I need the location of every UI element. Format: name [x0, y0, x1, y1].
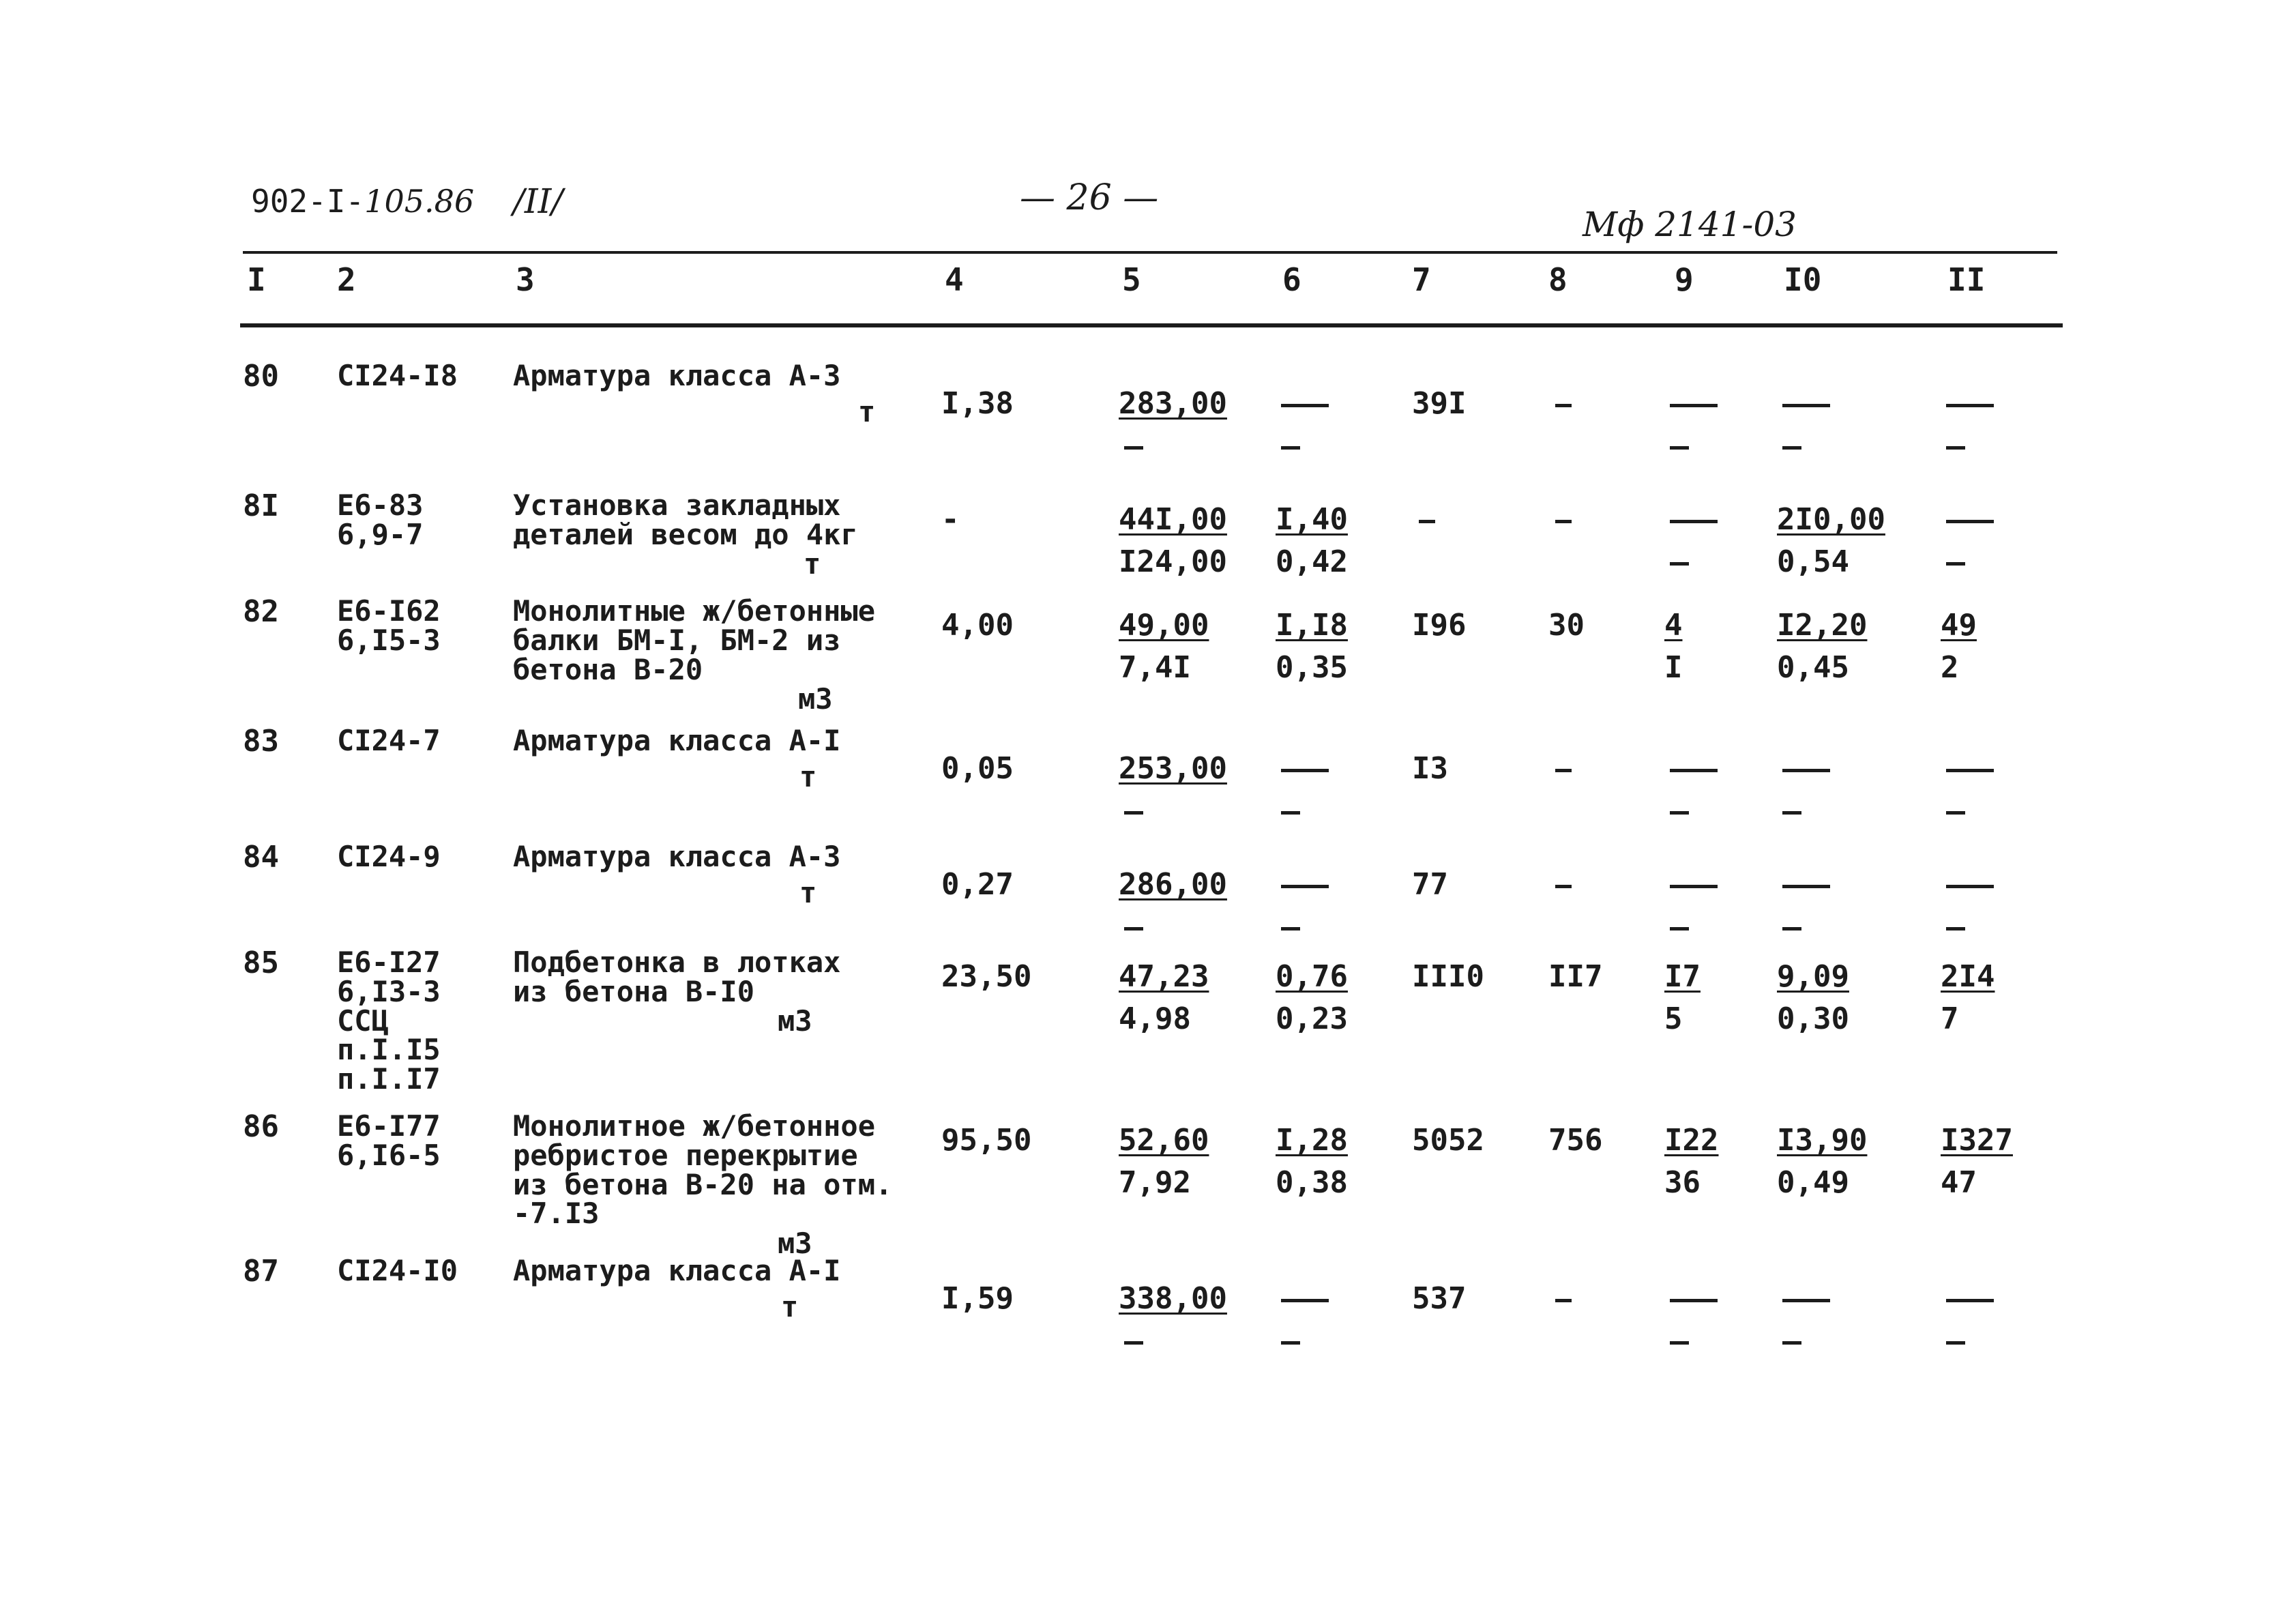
wage-cost-sub-value: 0,42	[1276, 544, 1348, 579]
machine-total-dash	[1946, 520, 1994, 523]
row-number: 83	[243, 724, 279, 759]
unit-cost-value: 52,60	[1119, 1123, 1209, 1158]
norm-code: Е6-I77 6,I6-5	[337, 1109, 441, 1172]
unit-of-measure: т	[799, 876, 817, 909]
wage-cost-value: I,I8	[1276, 608, 1348, 643]
work-name: Монолитное ж/бетонное ребристое перекрытие из бетона В-20 на отм. -7.I3	[513, 1109, 893, 1231]
total-wage-dash	[1670, 520, 1718, 523]
unit-of-measure: т	[799, 760, 817, 793]
total-wage-sub-value: I	[1664, 650, 1683, 685]
total-wage-dash	[1670, 1299, 1718, 1302]
machine-cost-sub-dash	[1782, 446, 1801, 450]
row-number: 85	[243, 946, 279, 980]
machine-cost-sub-dash	[1782, 927, 1801, 930]
unit-cost-sub-value: 4,98	[1119, 1001, 1191, 1036]
machine-total-sub-value: 7	[1941, 1001, 1959, 1036]
work-name: Установка закладных деталей весом до 4кг	[513, 488, 858, 551]
total-wage-sub-dash	[1670, 446, 1689, 450]
machine-total-sub-value: 2	[1941, 650, 1959, 685]
row-number: 84	[243, 840, 279, 875]
unit-cost-sub-dash	[1124, 1341, 1143, 1345]
machine-cost-value: I2,20	[1777, 608, 1868, 643]
machine-total-value: 2I4	[1941, 959, 1995, 994]
machine-total-value: 49	[1941, 608, 1977, 643]
total-wages-value: 30	[1548, 608, 1585, 643]
unit-cost-sub-dash	[1124, 446, 1143, 450]
document-code-handwritten: 105.86	[364, 183, 475, 220]
column-number: 8	[1548, 261, 1568, 298]
row-number: 80	[243, 359, 279, 394]
column-number: 3	[516, 261, 535, 298]
quantity: 23,50	[941, 959, 1032, 994]
wage-cost-sub-value: 0,23	[1276, 1001, 1348, 1036]
machine-cost-dash	[1782, 1299, 1830, 1302]
total-wage-dash	[1670, 885, 1718, 888]
wage-cost-dash	[1281, 769, 1329, 772]
machine-cost-dash	[1782, 769, 1830, 772]
unit-cost-value: 338,00	[1119, 1281, 1227, 1316]
archive-code: Мф 2141-03	[1583, 205, 1797, 244]
column-number: 2	[337, 261, 356, 298]
machine-total-dash	[1946, 769, 1994, 772]
total-wage-sub-dash	[1670, 927, 1689, 930]
wage-cost-sub-dash	[1281, 927, 1300, 930]
wage-cost-dash	[1281, 885, 1329, 888]
unit-of-measure: т	[781, 1290, 799, 1323]
wage-cost-value: 0,76	[1276, 959, 1348, 994]
machine-total-sub-dash	[1946, 562, 1965, 566]
unit-of-measure: м3	[778, 1004, 812, 1038]
document-code	[251, 183, 474, 220]
total-wages-dash	[1555, 520, 1572, 523]
unit-cost-sub-value: I24,00	[1119, 544, 1227, 579]
row-number: 8I	[243, 488, 279, 523]
wage-cost-dash	[1281, 1299, 1329, 1302]
machine-cost-sub-value: 0,45	[1777, 650, 1849, 685]
wage-cost-sub-value: 0,35	[1276, 650, 1348, 685]
quantity: 0,05	[941, 751, 1014, 786]
work-name: Арматура класса А-3	[513, 840, 841, 873]
work-name: Подбетонка в лотках из бетона В-I0	[513, 946, 841, 1008]
quantity: I,59	[941, 1281, 1014, 1316]
quantity: I,38	[941, 386, 1014, 421]
unit-cost-sub-value: 7,92	[1119, 1165, 1191, 1200]
wage-cost-value: I,40	[1276, 502, 1348, 537]
total-cost-value: I3	[1412, 751, 1448, 786]
machine-cost-sub-dash	[1782, 1341, 1801, 1345]
wage-cost-dash	[1281, 404, 1329, 407]
unit-of-measure: т	[804, 547, 821, 581]
total-wages-dash	[1555, 885, 1572, 888]
machine-cost-value: I3,90	[1777, 1123, 1868, 1158]
machine-total-dash	[1946, 1299, 1994, 1302]
norm-code: Е6-I27 6,I3-3 ССЦ п.I.I5 п.I.I7	[337, 946, 441, 1096]
unit-of-measure: м3	[778, 1227, 812, 1260]
machine-cost-value: 9,09	[1777, 959, 1849, 994]
norm-code: Е6-I62 6,I5-3	[337, 594, 441, 657]
unit-cost-value: 44I,00	[1119, 502, 1227, 537]
machine-total-sub-dash	[1946, 446, 1965, 450]
machine-cost-sub-value: 0,30	[1777, 1001, 1849, 1036]
column-number: I	[247, 261, 266, 298]
unit-cost-sub-dash	[1124, 811, 1143, 815]
total-cost-value: I96	[1412, 608, 1467, 643]
total-cost-value: 77	[1412, 867, 1448, 902]
total-cost-value: 537	[1412, 1281, 1467, 1316]
machine-cost-dash	[1782, 885, 1830, 888]
unit-cost-sub-dash	[1124, 927, 1143, 930]
total-wage-value: I22	[1664, 1123, 1719, 1158]
machine-total-sub-dash	[1946, 927, 1965, 930]
work-name: Арматура класса А-I	[513, 1254, 841, 1287]
total-wages-dash	[1555, 404, 1572, 407]
machine-cost-value: 2I0,00	[1777, 502, 1885, 537]
total-cost-value: 5052	[1412, 1123, 1484, 1158]
machine-total-dash	[1946, 404, 1994, 407]
row-number: 82	[243, 594, 279, 629]
column-number: 7	[1412, 261, 1431, 298]
machine-cost-sub-value: 0,49	[1777, 1165, 1849, 1200]
norm-code: Е6-83 6,9-7	[337, 488, 424, 551]
total-cost-dash	[1419, 520, 1435, 523]
total-wage-value: I7	[1664, 959, 1701, 994]
machine-cost-dash	[1782, 404, 1830, 407]
work-name: Арматура класса А-I	[513, 724, 841, 757]
machine-total-sub-dash	[1946, 1341, 1965, 1345]
document-code-printed: 902-I-	[251, 183, 365, 220]
norm-code: CI24-I0	[337, 1254, 458, 1287]
work-name: Арматура класса А-3	[513, 359, 841, 392]
unit-cost-value: 47,23	[1119, 959, 1209, 994]
wage-cost-sub-dash	[1281, 446, 1300, 450]
total-cost-value: III0	[1412, 959, 1484, 994]
header-top-rule	[243, 251, 2057, 254]
norm-code: CI24-7	[337, 724, 441, 757]
quantity: -	[941, 502, 960, 537]
column-number: 6	[1282, 261, 1301, 298]
machine-total-sub-value: 47	[1941, 1165, 1977, 1200]
column-number: 9	[1675, 261, 1694, 298]
total-wage-dash	[1670, 404, 1718, 407]
column-number: 5	[1122, 261, 1141, 298]
quantity: 4,00	[941, 608, 1014, 643]
section-number: /II/	[513, 181, 563, 221]
total-cost-value: 39I	[1412, 386, 1467, 421]
unit-of-measure: т	[858, 395, 876, 428]
unit-cost-sub-value: 7,4I	[1119, 650, 1191, 685]
unit-cost-value: 49,00	[1119, 608, 1209, 643]
norm-code: CI24-9	[337, 840, 441, 873]
unit-cost-value: 253,00	[1119, 751, 1227, 786]
row-number: 86	[243, 1109, 279, 1144]
header-bottom-rule	[240, 323, 2063, 327]
total-wages-dash	[1555, 1299, 1572, 1302]
machine-cost-sub-dash	[1782, 811, 1801, 815]
total-wage-sub-value: 5	[1664, 1001, 1683, 1036]
wage-cost-value: I,28	[1276, 1123, 1348, 1158]
unit-cost-value: 286,00	[1119, 867, 1227, 902]
total-wages-value: 756	[1548, 1123, 1603, 1158]
total-wages-value: II7	[1548, 959, 1603, 994]
machine-total-dash	[1946, 885, 1994, 888]
wage-cost-sub-dash	[1281, 811, 1300, 815]
total-wage-sub-value: 36	[1664, 1165, 1701, 1200]
machine-total-value: I327	[1941, 1123, 2013, 1158]
total-wage-sub-dash	[1670, 1341, 1689, 1345]
machine-total-sub-dash	[1946, 811, 1965, 815]
total-wage-sub-dash	[1670, 811, 1689, 815]
norm-code: CI24-I8	[337, 359, 458, 392]
page-number: — 26 —	[1020, 177, 1159, 218]
column-number: 4	[945, 261, 964, 298]
column-number: II	[1947, 261, 1986, 298]
wage-cost-sub-dash	[1281, 1341, 1300, 1345]
total-wages-dash	[1555, 769, 1572, 772]
unit-of-measure: м3	[798, 682, 833, 716]
machine-cost-sub-value: 0,54	[1777, 544, 1849, 579]
wage-cost-sub-value: 0,38	[1276, 1165, 1348, 1200]
quantity: 0,27	[941, 867, 1014, 902]
quantity: 95,50	[941, 1123, 1032, 1158]
unit-cost-value: 283,00	[1119, 386, 1227, 421]
work-name: Монолитные ж/бетонные балки БМ-I, БМ-2 из бетона В-20	[513, 594, 876, 686]
total-wage-sub-dash	[1670, 562, 1689, 566]
total-wage-dash	[1670, 769, 1718, 772]
total-wage-value: 4	[1664, 608, 1683, 643]
row-number: 87	[243, 1254, 279, 1289]
column-number: I0	[1784, 261, 1822, 298]
